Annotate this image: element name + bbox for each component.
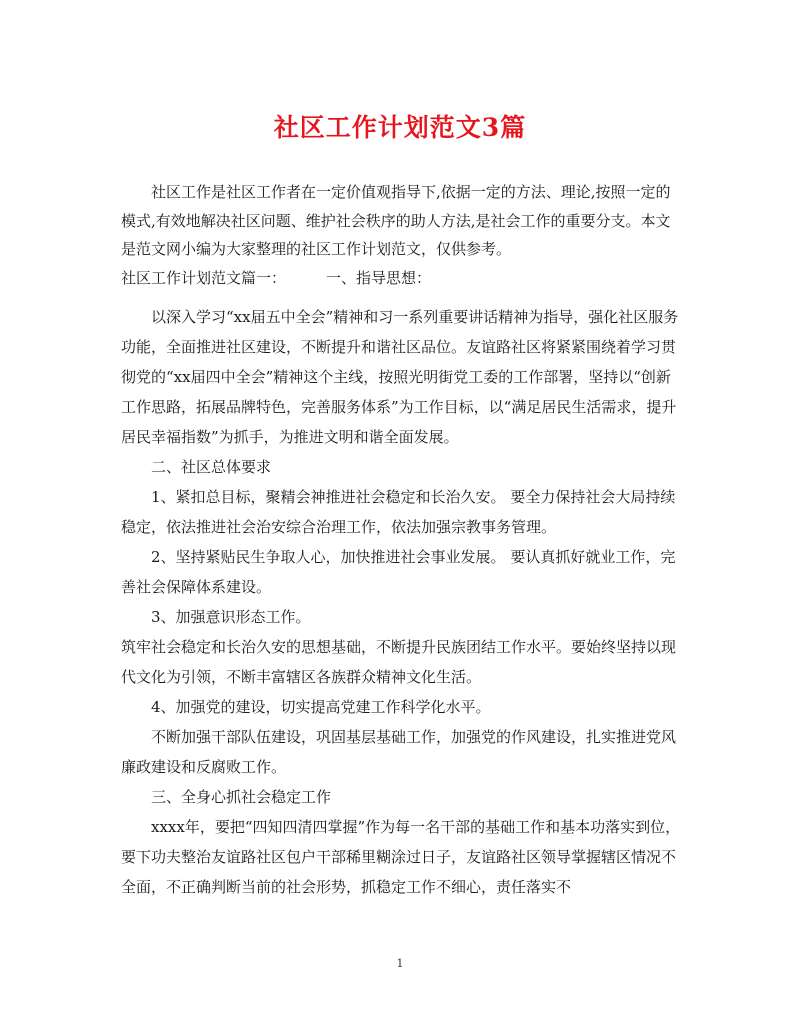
requirement-1: 1、紧扣总目标，聚精会神推进社会稳定和长治久安。 要全力保持社会大局持续稳定，依法推进社会治安综合治理工作，依法加强宗教事务管理。 [121, 488, 676, 536]
body-top [121, 178, 681, 292]
document-title: 社区工作计划范文3篇 [273, 113, 527, 142]
intro-paragraph: 社区工作是社区工作者在一定价值观指导下,依据一定的方法、理论,按照一定的模式,有效地解决社区问题、维护社会秩序的助人方法,是社会工作的重要分支。本文是范文网小编为大家整理的社区工作计划范文，仅供参考。 [121, 183, 671, 259]
subheading-stability: 三、全身心抓社会稳定工作 [151, 788, 332, 806]
stability-paragraph: xxxx年，要把“四知四清四掌握”作为每一名干部的基础工作和基本功落实到位，要下功夫整治友谊路社区包户干部稀里糊涂过日子，友谊路社区领导掌握辖区情况不全面，不正确判断当前的社会形势，抓稳定工作不细心，责任落实不 [121, 818, 681, 896]
requirement-4-body: 不断加强干部队伍建设，巩固基层基础工作，加强党的作风建设，扎实推进党风廉政建设和反腐败工作。 [121, 728, 677, 776]
guiding-thought-paragraph: 以深入学习“xx届五中全会”精神和习一系列重要讲话精神为指导，强化社区服务功能，全面推进社区建设，不断提升和谐社区品位。友谊路社区将紧紧围绕着学习贯彻党的“xx届四中全会”精神这个主线，按照光明街党工委的工作部署，坚持以“创新工作思路，拓展品牌特色，完善服务体系”为工作目标，以“满足居民生活需求，提升居民幸福指数”为抓手，为推进文明和谐全面发展。 [121, 308, 679, 446]
requirement-3: 3、加强意识形态工作。 [151, 608, 311, 626]
body-main [121, 302, 681, 902]
requirement-3-body: 筑牢社会稳定和长治久安的思想基础，不断提升民族团结工作水平。要始终坚持以现代文化为引领，不断丰富辖区各族群众精神文化生活。 [121, 638, 677, 686]
page-number: 1 [396, 957, 404, 970]
section-heading-right: 一、指导思想： [326, 268, 432, 287]
requirement-4: 4、加强党的建设，切实提高党建工作科学化水平。 [151, 698, 491, 716]
section-heading-left: 社区工作计划范文篇一： [121, 268, 287, 287]
requirement-2: 2、坚持紧贴民生争取人心，加快推进社会事业发展。 要认真抓好就业工作，完善社会保障体系建设。 [121, 548, 676, 596]
subheading-requirements: 二、社区总体要求 [151, 458, 272, 476]
section-heading [121, 264, 681, 293]
